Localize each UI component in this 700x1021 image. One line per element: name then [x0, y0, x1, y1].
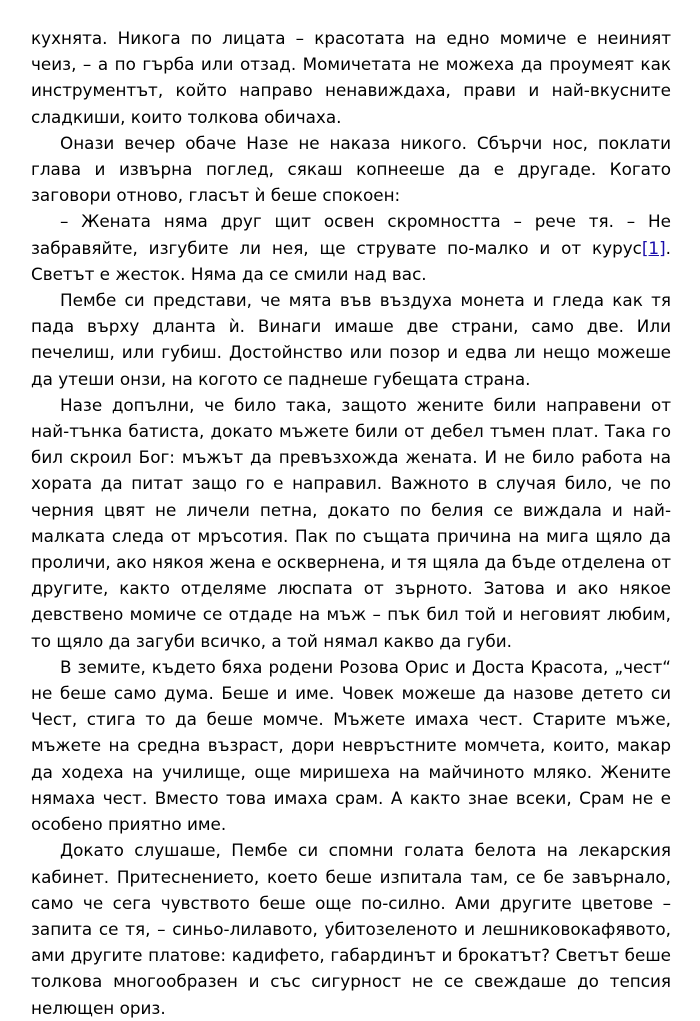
paragraph-text-after-footnote: . Светът е жесток. Няма да се смили над вас.	[31, 237, 671, 284]
paragraph: Пембе си представи, че мята във въздуха монета и гледа как тя пада върху дланта ѝ. Винаги имаше две страни, само две. Или печелиш, или губиш. Достойнство или позор и едва ли нещо можеше да утеши онзи, на когото се паднеше губещата страна.	[31, 290, 671, 389]
paragraph: Назе допълни, че било така, защото жените били направени от най-тънка батиста, докато мъжете били от дебел тъмен плат. Така го бил скроил Бог: мъжът да превъзхожда жената. И не било работа на хората да питат защо го е направил. Важното в случая било, че по черния цвят не личели петна, докато по белия се виждала и най-малката следа от мръсотия. Пак по същата причина на мига щяло да проличи, ако някоя жена е осквернена, и тя щяла да бъде отделена от другите, както отделяме люспата от зърното. Затова и ако някое девствено момиче се отдаде на мъж – пък бил той и неговият любим, то щяло да загуби всичко, а той нямал какво да губи.	[31, 394, 671, 651]
paragraph: Онази вечер обаче Назе не наказа никого. Сбърчи нос, поклати глава и извърна поглед, сякаш копнееше да е другаде. Когато заговори отново, гласът ѝ беше спокоен:	[31, 132, 671, 206]
paragraph: В земите, където бяха родени Розова Орис и Доста Красота, „чест“ не беше само дума. Беше и име. Човек можеше да назове детето си Чест, стига то да беше момче. Мъжете имаха чест. Старите мъже, мъжете на средна възраст, дори невръстните момчета, които, макар да ходеха на училище, още миришеха на майчиното мляко. Жените нямаха чест. Вместо това имаха срам. А както знае всеки, Срам не е особено приятно име.	[31, 656, 671, 835]
book-page	[31, 25, 671, 1021]
footnote-link[interactable]: [1]	[641, 237, 666, 258]
paragraph-text-before-footnote: – Жената няма друг щит освен скромността – рече тя. – Не забравяйте, изгубите ли нея, ще струвате по-малко и от курус	[31, 211, 671, 258]
paragraph: кухнята. Никога по лицата – красотата на едно момиче е неиният чеиз, – а по гърба или отзад. Момичетата не можеха да проумеят как инструментът, който направо ненавиждаха, прави и най-вкусните сладкиши, които толкова обичаха.	[31, 28, 671, 127]
paragraph: Докато слушаше, Пембе си спомни голата белота на лекарския кабинет. Притеснението, което беше изпитала там, се бе завърнало, само че сега чувството беше още по-силно. Ами другите цветове – запита се тя, – синьо-лилавото, убитозеленото и лешниковокафявото, ами другите платове: кадифето, габардинът и брокатът? Светът беше толкова многообразен и със сигурност не се свеждаше до тепсия нелющен ориз.	[31, 840, 671, 1018]
paragraph-with-footnote	[31, 208, 671, 287]
